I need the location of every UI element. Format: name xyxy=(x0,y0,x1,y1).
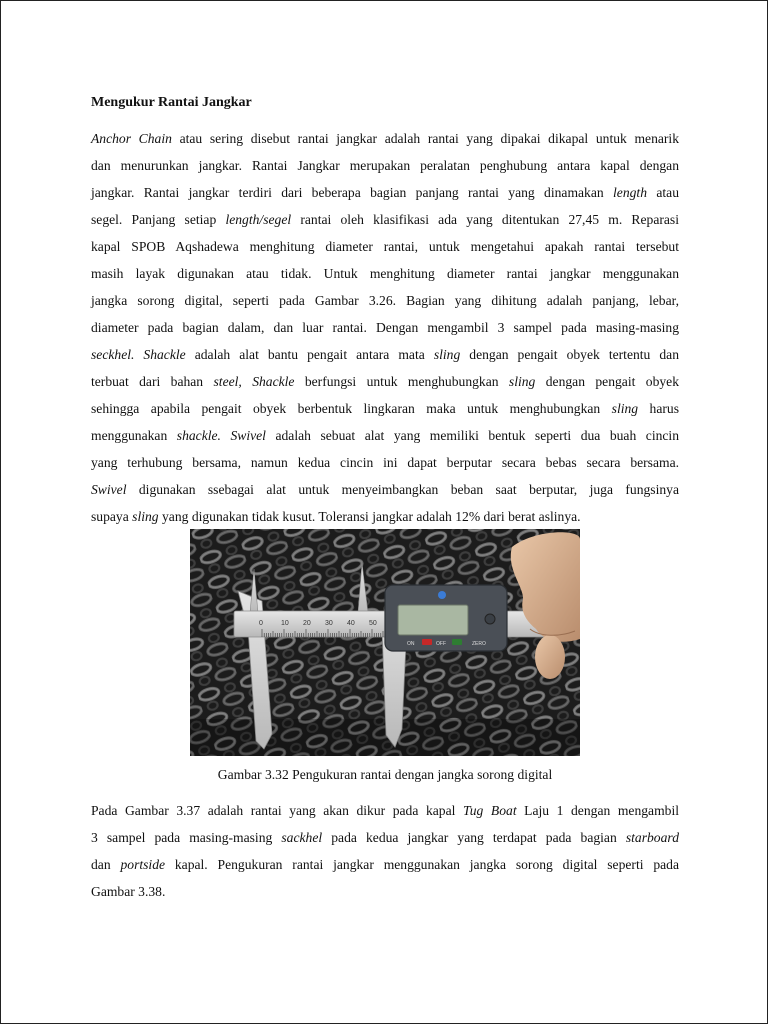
text-line xyxy=(91,341,679,368)
italic-term: starboard xyxy=(625,830,679,845)
italic-term: seckhel. Shackle xyxy=(91,347,186,362)
scale-tick-label: 0 xyxy=(259,620,263,627)
text-run: pada kedua jangkar yang terdapat pada bagian xyxy=(322,830,626,845)
text-run: Laju 1 dengan mengambil xyxy=(516,803,679,818)
text-run: kapal. Pengukuran rantai jangkar menggunakan jangka sorong digital seperti pada xyxy=(165,857,679,872)
italic-term: Swivel xyxy=(91,482,127,497)
caliper-label-on: ON xyxy=(407,641,415,647)
text-run: dan xyxy=(91,857,121,872)
text-line xyxy=(91,368,679,395)
caliper-photo xyxy=(190,529,580,756)
italic-term: Tug Boat xyxy=(462,803,517,818)
caliper-button-off xyxy=(452,639,462,645)
italic-term: length/segel xyxy=(225,212,292,227)
text-run: berfungsi untuk menghubungkan xyxy=(294,374,509,389)
text-line xyxy=(91,503,679,530)
text-line xyxy=(91,260,679,287)
text-run: yang digunakan tidak kusut. Toleransi jangkar adalah 12% dari berat aslinya. xyxy=(158,509,581,524)
italic-term: sling xyxy=(508,374,536,389)
text-line xyxy=(91,449,679,476)
text-run: digunakan ssebagai alat untuk menyeimbangkan beban saat berputar, juga fungsinya xyxy=(126,482,679,497)
caliper-button-on xyxy=(422,639,432,645)
section-heading: Mengukur Rantai Jangkar xyxy=(91,95,252,110)
italic-term: sackhel xyxy=(281,830,323,845)
scale-tick-label: 10 xyxy=(281,620,289,627)
text-run: yang terhubung bersama, namun kedua cincin ini dapat berputar secara bebas secara bersama. xyxy=(91,455,679,470)
caliper-label-zero: ZERO xyxy=(472,641,486,647)
text-line xyxy=(91,851,679,878)
italic-term: shackle. Swivel xyxy=(176,428,266,443)
text-run: dengan pengait obyek xyxy=(535,374,679,389)
text-line xyxy=(91,233,679,260)
text-run: jangkar. Rantai jangkar terdiri dari beberapa bagian panjang rantai yang dinamakan xyxy=(91,185,614,200)
italic-term: sling xyxy=(132,509,159,524)
italic-term: portside xyxy=(120,857,166,872)
text-run: Pada Gambar 3.37 adalah rantai yang akan dikur pada kapal xyxy=(91,803,463,818)
italic-term: length xyxy=(613,185,648,200)
text-run: rantai oleh klasifikasi ada yang ditentukan 27,45 m. Reparasi xyxy=(291,212,679,227)
italic-term: Anchor Chain xyxy=(91,131,172,146)
scale-tick-label: 40 xyxy=(347,620,355,627)
text-line xyxy=(91,878,679,905)
text-line xyxy=(91,287,679,314)
text-line xyxy=(91,395,679,422)
text-run: adalah sebuat alat yang memiliki bentuk seperti dua buah cincin xyxy=(265,428,680,443)
italic-term: sling xyxy=(433,347,461,362)
text-line xyxy=(91,125,679,152)
text-line xyxy=(91,797,679,824)
paragraph-tug-boat xyxy=(91,797,679,905)
text-line xyxy=(91,206,679,233)
scale-tick-label: 50 xyxy=(369,620,377,627)
text-line xyxy=(91,824,679,851)
text-run: Gambar 3.38. xyxy=(91,884,166,899)
text-run: adalah alat bantu pengait antara mata xyxy=(185,347,434,362)
text-run: atau xyxy=(647,185,679,200)
text-run: masih layak digunakan atau tidak. Untuk menghitung diameter rantai jangkar menggunakan xyxy=(91,266,679,281)
text-run: sehingga apabila pengait obyek berbentuk lingkaran maka untuk menghubungkan xyxy=(91,401,612,416)
caliper-label-off: OFF xyxy=(436,641,446,647)
text-run: menggunakan xyxy=(91,428,177,443)
scale-tick-label: 20 xyxy=(303,620,311,627)
text-run: diameter pada bagian dalam, dan luar rantai. Dengan mengambil 3 sampel pada masing-masing xyxy=(91,320,679,335)
text-run: segel. Panjang setiap xyxy=(91,212,226,227)
italic-term: sling xyxy=(611,401,639,416)
italic-term: steel, Shackle xyxy=(213,374,295,389)
text-run: supaya xyxy=(91,509,133,524)
text-run: jangka sorong digital, seperti pada Gambar 3.26. Bagian yang dihitung adalah panjang, lebar, xyxy=(91,293,679,308)
text-line xyxy=(91,422,679,449)
scale-tick-label: 30 xyxy=(325,620,333,627)
text-line xyxy=(91,179,679,206)
text-run: dengan pengait obyek tertentu dan xyxy=(460,347,680,362)
figure-caption: Gambar 3.32 Pengukuran rantai dengan jangka sorong digital xyxy=(217,767,553,782)
text-run: harus xyxy=(638,401,679,416)
text-line xyxy=(91,314,679,341)
text-line xyxy=(91,476,679,503)
paragraph-anchor-chain xyxy=(91,125,679,530)
text-run: 3 sampel pada masing-masing xyxy=(91,830,282,845)
text-run: atau sering disebut rantai jangkar adalah rantai yang dipakai dikapal untuk menarik xyxy=(171,131,680,146)
caliper-top-button xyxy=(438,591,446,599)
text-run: terbuat dari bahan xyxy=(91,374,214,389)
caliper-lcd-screen xyxy=(398,605,468,635)
text-line xyxy=(91,152,679,179)
text-run: dan menurunkan jangkar. Rantai Jangkar merupakan peralatan penghubung antara kapal dengan xyxy=(91,158,679,173)
text-run: kapal SPOB Aqshadewa menghitung diameter rantai, untuk mengetahui apakah rantai tersebut xyxy=(91,239,679,254)
